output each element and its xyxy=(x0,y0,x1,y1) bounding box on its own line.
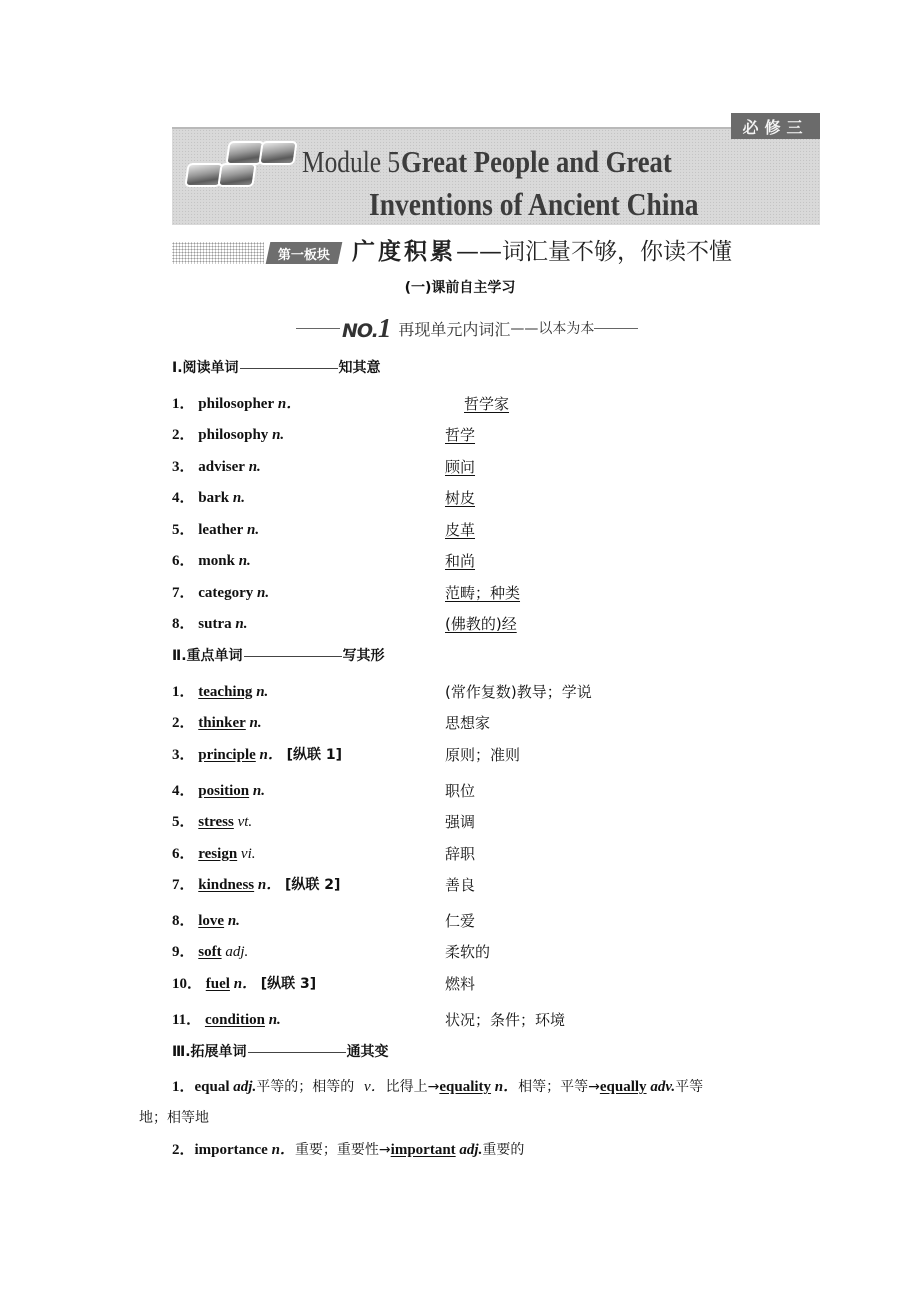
item-word: soft xyxy=(198,944,222,960)
item-meaning: 燃料 xyxy=(445,975,476,993)
item-pos: n. xyxy=(256,585,270,601)
item-meaning: 辞职 xyxy=(445,845,476,863)
item-number: 4． xyxy=(172,490,195,506)
item-number: 2． xyxy=(172,427,195,443)
part2-row xyxy=(172,843,256,865)
subsection-title: (一)课前自主学习 xyxy=(404,280,516,296)
part2-row xyxy=(172,874,340,896)
section-title xyxy=(352,236,732,268)
item-word: fuel xyxy=(205,976,230,992)
no1-subtitle: ——以本为本 xyxy=(510,321,595,337)
item-pos: n. xyxy=(247,522,260,538)
section-title-rest: ——词汇量不够，你读不懂 xyxy=(456,239,732,265)
derived-word: equality xyxy=(439,1079,492,1095)
part2-row xyxy=(172,941,248,963)
part1-row xyxy=(172,550,251,572)
item-meaning-continuation: 地；相等地 xyxy=(139,1110,209,1126)
part2-row xyxy=(172,681,268,703)
part3-heading-left: Ⅲ.拓展单词 xyxy=(172,1044,247,1060)
part3-item-2 xyxy=(172,1139,524,1161)
part3-heading xyxy=(172,1042,389,1062)
no1-label xyxy=(342,313,390,344)
item-word: principle xyxy=(198,747,256,763)
item-word: love xyxy=(198,913,225,929)
no-prefix: NO. xyxy=(342,319,378,342)
part2-heading-right: 写其形 xyxy=(342,648,385,664)
item-word: thinker xyxy=(198,715,246,731)
part2-heading-left: Ⅱ.重点单词 xyxy=(172,648,243,664)
part1-row xyxy=(172,456,261,478)
section-dots-decoration xyxy=(172,242,264,264)
no1-heading xyxy=(296,314,638,342)
module-title-line1 xyxy=(302,142,716,182)
item-word: adviser xyxy=(198,459,245,475)
item-word: sutra xyxy=(198,616,232,632)
divider-left xyxy=(296,328,340,329)
part3-item-1 xyxy=(172,1076,703,1098)
part3-heading-right: 通其变 xyxy=(346,1044,389,1060)
item-number: 5． xyxy=(172,814,195,830)
item-number: 2． xyxy=(172,715,195,731)
heading-dash xyxy=(244,656,342,657)
item-word: stress xyxy=(198,814,234,830)
heading-dash xyxy=(248,1052,346,1053)
part1-heading-left: Ⅰ.阅读单词 xyxy=(172,360,239,376)
part1-row xyxy=(172,582,269,604)
item-pos: n． xyxy=(257,877,282,893)
item-pos: n． xyxy=(271,1142,295,1158)
item-word: teaching xyxy=(198,684,253,700)
no1-title: 再现单元内词汇 xyxy=(398,319,511,339)
block-tag xyxy=(266,242,343,264)
item-number: 1． xyxy=(172,684,195,700)
item-number: 9． xyxy=(172,944,195,960)
part1-row xyxy=(172,393,301,415)
banner-image-tile-4 xyxy=(217,163,256,187)
item-number: 7． xyxy=(172,877,195,893)
item-meaning: 顾问 xyxy=(445,458,476,476)
item-number: 8． xyxy=(172,913,195,929)
item-pos: n. xyxy=(235,616,248,632)
item-number: 7． xyxy=(172,585,195,601)
item-pos: vi. xyxy=(240,846,256,862)
item-meaning: 重要；重要性→ xyxy=(294,1142,391,1158)
item-pos: adj. xyxy=(459,1142,483,1158)
item-pos: n. xyxy=(268,1012,281,1028)
item-pos: n． xyxy=(233,976,258,992)
part2-row xyxy=(172,910,240,932)
cross-reference-link[interactable]: [纵联 2] xyxy=(284,877,341,893)
item-pos: v． xyxy=(363,1079,386,1095)
item-number: 3． xyxy=(172,747,195,763)
item-number: 4． xyxy=(172,783,195,799)
part1-row xyxy=(172,487,245,509)
item-pos: n. xyxy=(248,459,261,475)
item-number: 1． xyxy=(172,396,195,412)
block-tag-label: 第一板块 xyxy=(277,247,330,263)
item-word: condition xyxy=(204,1012,265,1028)
item-meaning: 平等 xyxy=(675,1079,704,1095)
item-word: leather xyxy=(198,522,244,538)
item-pos: n. xyxy=(227,913,240,929)
item-word: category xyxy=(198,585,254,601)
banner-image-tile-2 xyxy=(258,141,297,165)
derived-word: important xyxy=(390,1142,456,1158)
item-pos: n. xyxy=(238,553,251,569)
item-meaning: 比得上→ xyxy=(385,1079,440,1095)
item-pos: vt. xyxy=(237,814,253,830)
part1-heading xyxy=(172,358,381,378)
part1-row xyxy=(172,613,247,635)
item-word: equal xyxy=(194,1079,230,1095)
item-meaning: 哲学 xyxy=(445,426,476,444)
item-number: 1． xyxy=(172,1079,195,1095)
item-pos: n． xyxy=(494,1079,519,1095)
item-pos: n. xyxy=(256,684,269,700)
part1-row xyxy=(172,519,259,541)
item-meaning: 状况；条件；环境 xyxy=(445,1011,566,1029)
part3-item-1-continuation xyxy=(139,1107,209,1129)
item-meaning: 重要的 xyxy=(482,1142,525,1158)
item-word: resign xyxy=(198,846,238,862)
part2-row xyxy=(172,1009,281,1031)
item-pos: adj. xyxy=(225,944,249,960)
cross-reference-link[interactable]: [纵联 3] xyxy=(260,976,317,992)
item-pos: n. xyxy=(272,427,285,443)
item-meaning: 皮革 xyxy=(445,521,476,539)
module-label: Module 5 xyxy=(302,144,401,179)
item-pos: n. xyxy=(249,715,262,731)
item-meaning: 思想家 xyxy=(445,714,491,732)
part2-row xyxy=(172,712,262,734)
item-number: 11． xyxy=(172,1012,202,1028)
item-meaning: 强调 xyxy=(445,813,476,831)
item-meaning: 相等；平等→ xyxy=(518,1079,600,1095)
item-number: 6． xyxy=(172,553,195,569)
item-pos: n． xyxy=(277,396,302,412)
item-pos: adj. xyxy=(233,1079,257,1095)
item-pos: n. xyxy=(232,490,245,506)
item-word: kindness xyxy=(198,877,255,893)
item-pos: n． xyxy=(259,747,283,763)
part2-row xyxy=(172,811,252,833)
item-word: monk xyxy=(198,553,235,569)
part2-row xyxy=(172,780,265,802)
module-title-part1: Great People and Great xyxy=(401,144,673,179)
item-word: bark xyxy=(198,490,230,506)
item-meaning: 和尚 xyxy=(445,552,476,570)
item-word: position xyxy=(198,783,250,799)
item-pos: adv. xyxy=(650,1079,676,1095)
item-meaning: (佛教的)经 xyxy=(445,615,517,633)
item-meaning: 平等的；相等的 xyxy=(256,1079,355,1095)
item-number: 6． xyxy=(172,846,195,862)
no-number: 1 xyxy=(377,312,391,343)
item-meaning: 哲学家 xyxy=(464,395,510,413)
heading-dash xyxy=(240,368,338,369)
part1-row xyxy=(172,424,284,446)
item-meaning: 职位 xyxy=(445,782,476,800)
cross-reference-link[interactable]: [纵联 1] xyxy=(286,747,343,763)
part2-row xyxy=(172,973,316,995)
item-number: 5． xyxy=(172,522,195,538)
volume-tag: 必修三 xyxy=(731,113,820,139)
item-meaning: 原则；准则 xyxy=(445,746,521,764)
item-meaning: 柔软的 xyxy=(445,943,491,961)
derived-word: equally xyxy=(599,1079,647,1095)
item-meaning: 树皮 xyxy=(445,489,476,507)
item-word: importance xyxy=(194,1142,268,1158)
part2-row xyxy=(172,744,342,766)
divider-right xyxy=(594,328,638,329)
part1-heading-right: 知其意 xyxy=(338,360,381,376)
part2-heading xyxy=(172,646,385,666)
item-meaning: 范畴；种类 xyxy=(445,584,521,602)
module-title-line2: Inventions of Ancient China xyxy=(369,186,699,222)
item-word: philosophy xyxy=(198,427,269,443)
item-meaning: 善良 xyxy=(445,876,476,894)
item-number: 3． xyxy=(172,459,195,475)
item-number: 2． xyxy=(172,1142,195,1158)
item-word: philosopher xyxy=(198,396,275,412)
item-pos: n. xyxy=(252,783,265,799)
item-meaning: 仁爱 xyxy=(445,912,476,930)
section-title-strong: 广度积累 xyxy=(352,239,456,265)
item-number: 10． xyxy=(172,976,203,992)
item-meaning: (常作复数)教导；学说 xyxy=(445,683,592,701)
item-number: 8． xyxy=(172,616,195,632)
